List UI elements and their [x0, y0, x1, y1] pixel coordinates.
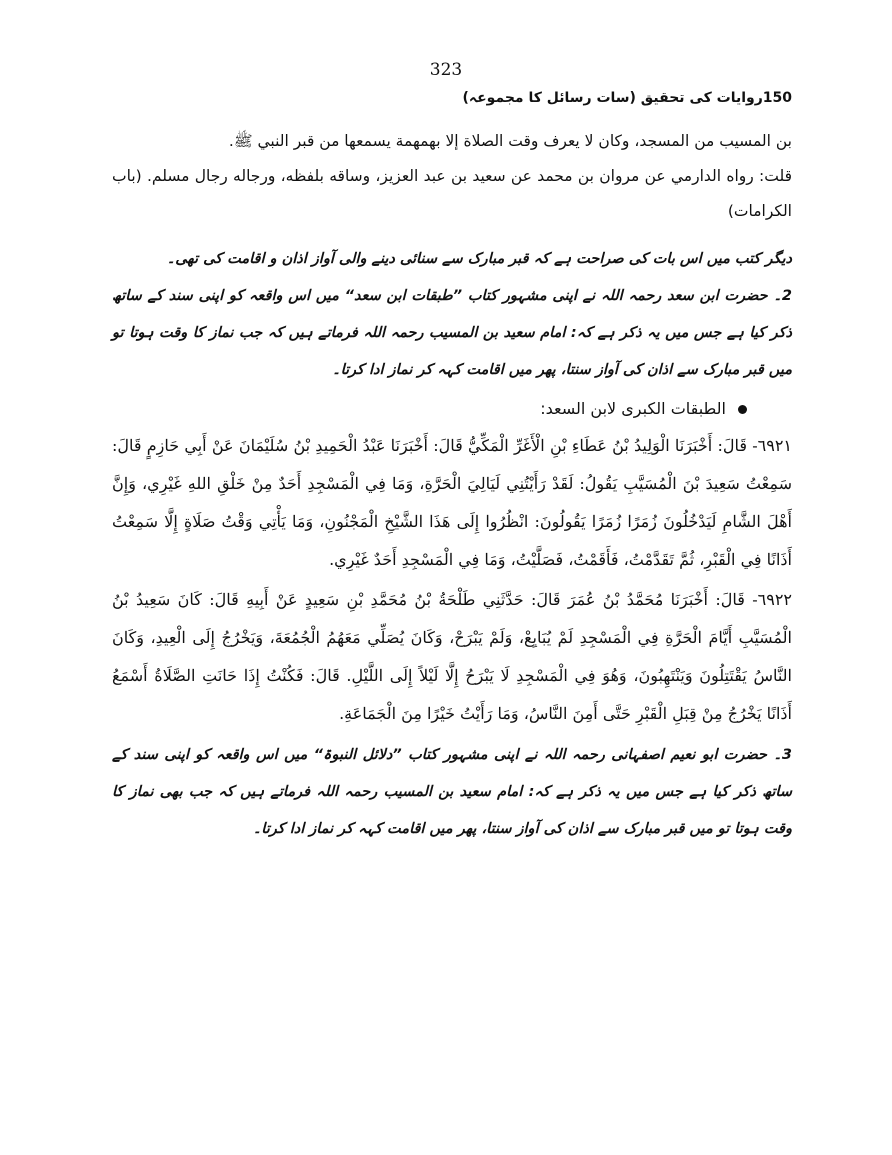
bullet-icon — [738, 405, 747, 414]
arabic-citation-paragraph: قلت: رواه الدارمي عن مروان بن محمد عن سعيد بن عبد العزيز، وساقه بلفظه، ورجاله رجال مسلم. (باب الكرامات) — [112, 167, 792, 220]
hadith-6922: ٦٩٢٢- قَالَ: أَخْبَرَنَا مُحَمَّدُ بْنُ عُمَرَ قَالَ: حَدَّثَنِي طَلْحَةُ بْنُ مُحَمَّدِ بْنِ سَعِيدٍ عَنْ أَبِيهِ قَالَ: كَانَ سَعِيدُ بْنُ الْمُسَيَّبِ أَيَّامَ الْحَرَّةِ فِي الْمَسْجِدِ لَمْ يُبَايِعْ، وَلَمْ يَبْرَحْ، وَكَانَ يُصَلِّي مَعَهُمُ الْجُمُعَةَ، وَيَخْرُجُ إِلَى الْعِيدِ، وَكَانَ النَّاسُ يَقْتَتِلُونَ وَيَنْتَهِبُونَ، وَهُوَ فِي الْمَسْجِدِ لَا يَبْرَحُ إِلَّا لَيْلاً إِلَى اللَّيْلِ. قَالَ: فَكُنْتُ إِذَا حَانَتِ الصَّلَاةُ أَسْمَعُ أَذَانًا يَخْرُجُ مِنْ قِبَلِ الْقَبْرِ حَتَّى أَمِنَ النَّاسُ، وَمَا رَأَيْتُ خَيْرًا مِنَ الْجَمَاعَةِ. — [112, 590, 793, 723]
page-number: 323 — [429, 60, 463, 80]
source-heading-text: الطبقات الكبرى لابن السعد: — [540, 399, 726, 418]
arabic-intro-line: بن المسيب من المسجد، وكان لا يعرف وقت الصلاة إلا بهمهمة يسمعها من قبر النبي ﷺ. — [228, 132, 792, 150]
urdu-paragraph-clarification: دیگر کتب میں اس بات کی صراحت ہے کہ قبر مبارک سے سنائی دینے والی آواز اذان و اقامت کی تھی۔ — [166, 251, 792, 267]
urdu-paragraph-ibn-saad: 2۔ حضرت ابن سعد رحمہ اللہ نے اپنی مشہور کتاب ”طبقات ابن سعد“ میں اس واقعہ کو اپنی سند کے ساتھ ذکر کیا ہے جس میں یہ ذکر ہے کہ: امام سعید بن المسیب رحمہ اللہ فرماتے ہیں کہ جب نماز کا وقت ہوتا تو میں قبر مبارک سے اذان کی آواز سنتا، پھر میں اقامت کہہ کر نماز ادا کرتا۔ — [112, 288, 792, 378]
page-content — [112, 124, 792, 848]
source-heading — [112, 391, 792, 427]
running-header: 150روایات کی تحقیق (سات رسائل کا مجموعہ) — [462, 90, 792, 106]
urdu-paragraph-abu-nuaym: 3۔ حضرت ابو نعیم اصفہانی رحمہ اللہ نے اپنی مشہور کتاب ”دلائل النبوۃ“ میں اس واقعہ کو اپنی سند کے ساتھ ذکر کیا ہے جس میں یہ ذکر ہے کہ: امام سعید بن المسیب رحمہ اللہ فرماتے ہیں کہ جب بھی نماز کا وقت ہوتا تو میں قبر مبارک سے اذان کی آواز سنتا، پھر میں اقامت کہہ کر نماز ادا کرتا۔ — [112, 747, 792, 837]
hadith-6921: ٦٩٢١- قَالَ: أَخْبَرَنَا الْوَلِيدُ بْنُ عَطَاءِ بْنِ الْأَغَرِّ الْمَكِّيُّ قَالَ: أَخْبَرَنَا عَبْدُ الْحَمِيدِ بْنُ سُلَيْمَانَ عَنْ أَبِي حَازِمٍ قَالَ: سَمِعْتُ سَعِيدَ بْنَ الْمُسَيَّبِ يَقُولُ: لَقَدْ رَأَيْتُنِي لَيَالِيَ الْحَرَّةِ، وَمَا فِي الْمَسْجِدِ أَحَدٌ مِنْ خَلْقِ اللهِ غَيْرِي، وَإِنَّ أَهْلَ الشَّامِ لَيَدْخُلُونَ زُمَرًا زُمَرًا يَقُولُونَ: انْظُرُوا إِلَى هَذَا الشَّيْخِ الْمَجْنُونِ، وَمَا يَأْتِي وَقْتُ صَلَاةٍ إِلَّا سَمِعْتُ أَذَانًا فِي الْقَبْرِ، ثُمَّ تَقَدَّمْتُ، فَأَقَمْتُ، فَصَلَّيْتُ، وَمَا فِي الْمَسْجِدِ أَحَدٌ غَيْرِي. — [112, 436, 792, 569]
